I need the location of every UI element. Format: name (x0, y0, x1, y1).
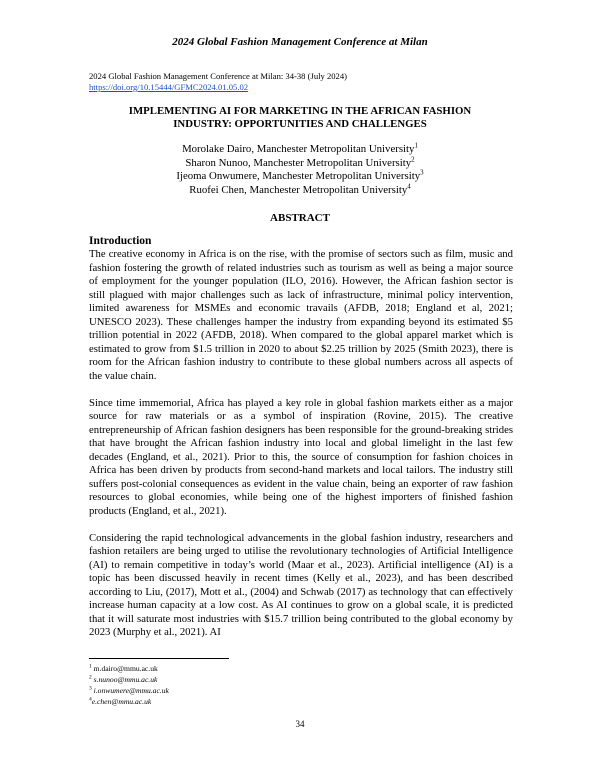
section-heading-introduction: Introduction (89, 235, 152, 247)
paper-title (60, 105, 540, 131)
footnotes (89, 663, 169, 707)
footnote-email: m.dairo@mmu.ac.uk (93, 664, 158, 673)
author-affiliation-mark: 2 (411, 155, 415, 163)
footnote-email: i.onwumere@mmu.ac.uk (93, 686, 169, 695)
paragraph: The creative economy in Africa is on the rise, with the promise of sectors such as film, music and fashion fostering the growth of related industries such as tourism as well as being a major source of employment for the younger population (ILO, 2016). However, the African fashion sector is still plagued with major challenges such as lack of infrastructure, minimal policy intervention, limited awareness for MSMEs and economic travails (AFDB, 2018; England et al, 2021; UNESCO 2023). These challenges hamper the industry from expanding beyond its estimated $5 trillion potential in 2022 (AFDB, 2018). When compared to the global apparel market which is estimated to grow from $1.5 trillion in 2020 to about $2.25 trillion by 2025 (Smith 2023), there is room for the African fashion industry to contribute to these global numbers across all aspects of the value chain. (89, 248, 513, 382)
author-affiliation-mark: 1 (414, 141, 418, 150)
body-text (89, 234, 513, 653)
paragraph: Since time immemorial, Africa has played a key role in global fashion markets either as a major source for raw materials or as a symbol of inspiration (Rovine, 2015). The creative entrepreneurship of African fashion designers has been responsible for the ground-breaking strides that have brought the African fashion industry into local and global limelight in the last few decades (England, et al., 2021). Prior to this, the source of consumption for fashion choices in Africa has been driven by products from second-hand markets and local tailors. The industry still suffers post-colonial consequences as evident in the value chain, being an exporter of raw fashion resources to global economies, while being one of the highest importers of finished fashion products (England, et al., 2021). (89, 396, 513, 517)
author-entry: Sharon Nunoo, Manchester Metropolitan University$^2$ (185, 155, 415, 169)
title-line-1: IMPLEMENTING AI FOR MARKETING IN THE AFRICAN FASHION (128, 105, 472, 117)
citation-line: 2024 Global Fashion Management Conference at Milan: 34-38 (July 2024) (89, 71, 347, 81)
citation-block (89, 71, 347, 93)
footnote-divider (89, 658, 229, 659)
abstract-heading: ABSTRACT (270, 212, 330, 224)
footnote-email: e.chen@mmu.ac.uk (91, 697, 152, 706)
author-entry: Ruofei Chen, Manchester Metropolitan University$^4$ (189, 182, 411, 196)
author-entry: Ijeoma Onwumere, Manchester Metropolitan University$^3$ (176, 168, 424, 183)
footnote: $^1$ m.dairo@mmu.ac.uk (89, 663, 158, 673)
footnote: $^3$ i.onwumere@mmu.ac.uk (89, 685, 169, 695)
doi-link[interactable]: https://doi.org/10.15444/GFMC2024.01.05.02 (89, 82, 249, 92)
footnote-email: s.nunoo@mmu.ac.uk (93, 675, 158, 684)
page-number: 34 (295, 719, 305, 729)
title-line-2: INDUSTRY: OPPORTUNITIES AND CHALLENGES (173, 118, 427, 130)
running-header: 2024 Global Fashion Management Conference at Milan (172, 36, 428, 48)
footnote: $^4$e.chen@mmu.ac.uk (89, 696, 152, 706)
paragraph: Considering the rapid technological advancements in the global fashion industry, researchers and fashion retailers are being urged to utilise the revolutionary technologies of Artificial Intelligence (AI) to remain competitive in today’s world (Maar et al., 2023). Artificial intelligence (AI) is a topic has been discussed heavily in recent times (Kelly et al., 2023), and has been described according to Liu, (2017), Mott et al., (2004) and Schwab (2017) as technology that can effectively increase human capacity at a low cost. As AI continues to grow on a global scale, it is predicted that it will saturate most industries with $15.7 trillion being contributed to the global economy by 2023 (Murphy et al., 2021). AI (89, 531, 513, 638)
footnote: $^2$ s.nunoo@mmu.ac.uk (89, 674, 158, 684)
author-list (60, 143, 540, 197)
author-entry: Morolake Dairo, Manchester Metropolitan University$^1$ (182, 141, 418, 155)
author-affiliation-mark: 4 (407, 182, 411, 191)
author-affiliation-mark: 3 (420, 168, 424, 177)
